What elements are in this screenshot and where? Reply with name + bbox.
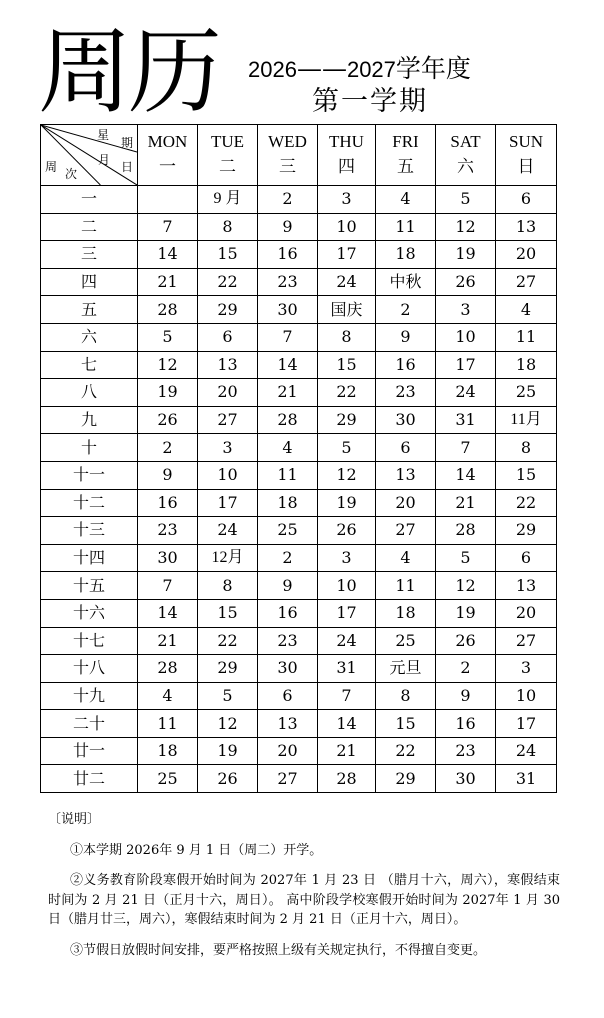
day-cell: 17 — [198, 489, 258, 517]
day-cell: 18 — [496, 351, 557, 379]
week-label: 十一 — [41, 461, 138, 489]
day-cell: 12 — [198, 710, 258, 738]
corner-label-yue: 月 — [98, 153, 111, 167]
table-row — [41, 406, 557, 434]
day-cell: 3 — [318, 186, 376, 214]
note-1: ①本学期 2026年 9 月 1 日（周二）开学。 — [70, 842, 323, 858]
day-cell: 23 — [138, 517, 198, 545]
day-cell: 24 — [318, 268, 376, 296]
corner-label-qi: 期 — [121, 136, 134, 150]
week-label: 五 — [41, 296, 138, 324]
day-cell: 10 — [198, 461, 258, 489]
day-cell: 9 — [376, 323, 436, 351]
day-cell: 5 — [138, 323, 198, 351]
day-header-tue — [198, 125, 258, 186]
day-en: THU — [329, 132, 364, 151]
day-cell: 8 — [318, 323, 376, 351]
day-cell: 9 — [258, 213, 318, 241]
week-label: 九 — [41, 406, 138, 434]
day-cell: 9 月 — [198, 186, 258, 214]
week-label: 四 — [41, 268, 138, 296]
table-row — [41, 572, 557, 600]
day-cell: 14 — [318, 710, 376, 738]
day-cell: 7 — [258, 323, 318, 351]
day-cell: 25 — [496, 379, 557, 407]
day-cell: 4 — [258, 434, 318, 462]
day-cell: 8 — [198, 213, 258, 241]
week-label: 十四 — [41, 544, 138, 572]
day-cell: 28 — [138, 296, 198, 324]
day-cell: 12 — [138, 351, 198, 379]
day-en: MON — [147, 132, 188, 151]
day-cell: 22 — [198, 627, 258, 655]
day-cell: 29 — [376, 765, 436, 793]
week-label: 十七 — [41, 627, 138, 655]
day-cell: 6 — [376, 434, 436, 462]
day-cell: 20 — [198, 379, 258, 407]
day-cell: 14 — [138, 599, 198, 627]
day-cell: 2 — [258, 544, 318, 572]
day-cell: 12 — [318, 461, 376, 489]
day-cell: 25 — [138, 765, 198, 793]
day-cell: 14 — [138, 241, 198, 269]
day-cell: 10 — [496, 682, 557, 710]
day-cell: 27 — [496, 268, 557, 296]
day-cn: 一 — [159, 157, 176, 177]
week-label: 廿二 — [41, 765, 138, 793]
year-end: 2027 — [346, 57, 396, 82]
day-cell: 17 — [318, 599, 376, 627]
day-cell: 2 — [376, 296, 436, 324]
day-cell: 13 — [198, 351, 258, 379]
day-cell: 14 — [258, 351, 318, 379]
day-cell: 16 — [258, 599, 318, 627]
day-cell: 19 — [436, 599, 496, 627]
week-label: 十二 — [41, 489, 138, 517]
day-cell: 15 — [318, 351, 376, 379]
day-cell: 3 — [198, 434, 258, 462]
day-cell: 11 — [376, 213, 436, 241]
day-cell: 3 — [318, 544, 376, 572]
day-cell: 5 — [198, 682, 258, 710]
table-row — [41, 682, 557, 710]
day-cell: 19 — [138, 379, 198, 407]
day-cell: 8 — [496, 434, 557, 462]
day-cell: 22 — [496, 489, 557, 517]
day-cell: 27 — [496, 627, 557, 655]
day-cell: 24 — [198, 517, 258, 545]
day-cell: 10 — [318, 572, 376, 600]
day-cell: 19 — [436, 241, 496, 269]
day-cell: 18 — [138, 737, 198, 765]
day-cell: 30 — [376, 406, 436, 434]
year-suffix: 学年度 — [395, 54, 471, 83]
day-cn: 二 — [219, 157, 236, 177]
week-label: 八 — [41, 379, 138, 407]
day-cell: 6 — [258, 682, 318, 710]
day-cell: 17 — [318, 241, 376, 269]
day-cell: 11 — [376, 572, 436, 600]
day-cell: 13 — [496, 213, 557, 241]
day-cell: 18 — [376, 599, 436, 627]
day-header-thu — [318, 125, 376, 186]
term-title: 第一学期 — [312, 86, 428, 117]
corner-header — [41, 125, 138, 186]
day-cell: 6 — [496, 186, 557, 214]
day-cell: 29 — [198, 296, 258, 324]
day-cell: 12 — [436, 213, 496, 241]
table-row — [41, 296, 557, 324]
corner-diagonal-lines — [41, 125, 137, 185]
day-cell: 9 — [436, 682, 496, 710]
day-cell: 27 — [198, 406, 258, 434]
day-cell: 3 — [436, 296, 496, 324]
day-cell: 7 — [138, 213, 198, 241]
day-cell: 29 — [318, 406, 376, 434]
note-3: ③节假日放假时间安排，要严格按照上级有关规定执行，不得擅自变更。 — [70, 942, 487, 958]
day-cell: 5 — [318, 434, 376, 462]
week-label: 二十 — [41, 710, 138, 738]
day-cell: 27 — [376, 517, 436, 545]
corner-label-ci: 次 — [65, 167, 78, 181]
week-label: 三 — [41, 241, 138, 269]
day-cell: 31 — [436, 406, 496, 434]
day-cell: 15 — [198, 599, 258, 627]
day-header-sat — [436, 125, 496, 186]
table-row — [41, 351, 557, 379]
day-cell: 16 — [138, 489, 198, 517]
table-row — [41, 544, 557, 572]
day-cell: 22 — [198, 268, 258, 296]
table-row — [41, 434, 557, 462]
table-row — [41, 627, 557, 655]
week-label: 十六 — [41, 599, 138, 627]
day-en: FRI — [392, 132, 419, 151]
table-row — [41, 461, 557, 489]
week-label: 十九 — [41, 682, 138, 710]
day-cell: 20 — [258, 737, 318, 765]
day-cell: 中秋 — [376, 268, 436, 296]
day-cell: 15 — [376, 710, 436, 738]
day-cell: 28 — [436, 517, 496, 545]
day-cell: 5 — [436, 544, 496, 572]
corner-label-ri: 日 — [121, 160, 134, 174]
day-cell: 28 — [318, 765, 376, 793]
week-calendar-table — [40, 124, 557, 793]
note-2: ②义务教育阶段寒假开始时间为 2027年 1 月 23 日 （腊月十六，周六），寒假结束时间为 2 月 21 日（正月十六，周日）。 高中阶段学校寒假开始时间为 2027年 1 月 30 日（腊月廿三，周六），寒假结束时间为 2 月 21 日（正月十六，周日）。 — [48, 873, 560, 927]
day-cell: 24 — [318, 627, 376, 655]
day-cell: 2 — [138, 434, 198, 462]
week-label: 十八 — [41, 655, 138, 683]
table-row — [41, 379, 557, 407]
day-cell: 6 — [496, 544, 557, 572]
week-label: 一 — [41, 186, 138, 214]
day-cell: 21 — [318, 737, 376, 765]
day-cell: 14 — [436, 461, 496, 489]
day-cell: 22 — [376, 737, 436, 765]
table-row — [41, 323, 557, 351]
day-cell: 5 — [436, 186, 496, 214]
day-header-wed — [258, 125, 318, 186]
day-en: SUN — [508, 132, 543, 151]
day-cell: 8 — [198, 572, 258, 600]
day-cell: 10 — [318, 213, 376, 241]
day-cell: 29 — [198, 655, 258, 683]
day-cell: 23 — [258, 627, 318, 655]
day-cell: 26 — [436, 268, 496, 296]
week-label: 十 — [41, 434, 138, 462]
day-cell: 4 — [138, 682, 198, 710]
day-cell: 4 — [496, 296, 557, 324]
day-cell: 16 — [436, 710, 496, 738]
day-cell: 25 — [258, 517, 318, 545]
table-row — [41, 737, 557, 765]
corner-label-xing: 星 — [97, 128, 110, 142]
day-header-mon — [138, 125, 198, 186]
table-row — [41, 489, 557, 517]
day-cell: 11 — [496, 323, 557, 351]
table-row — [41, 765, 557, 793]
day-cell: 30 — [258, 655, 318, 683]
day-cell: 20 — [496, 241, 557, 269]
day-cell: 30 — [436, 765, 496, 793]
table-row — [41, 241, 557, 269]
day-cell — [138, 186, 198, 214]
day-cell: 12月 — [198, 544, 258, 572]
day-cell: 9 — [258, 572, 318, 600]
day-cell: 13 — [496, 572, 557, 600]
day-cell: 23 — [258, 268, 318, 296]
day-cell: 22 — [318, 379, 376, 407]
table-row — [41, 655, 557, 683]
table-row — [41, 599, 557, 627]
day-cell: 30 — [138, 544, 198, 572]
day-cell: 13 — [258, 710, 318, 738]
day-cell: 25 — [376, 627, 436, 655]
day-cell: 7 — [436, 434, 496, 462]
day-cell: 10 — [436, 323, 496, 351]
day-cell: 12 — [436, 572, 496, 600]
day-cell: 26 — [138, 406, 198, 434]
day-cell: 24 — [496, 737, 557, 765]
day-cell: 3 — [496, 655, 557, 683]
day-cell: 国庆 — [318, 296, 376, 324]
academic-year — [248, 52, 471, 87]
day-cn: 三 — [279, 157, 296, 177]
page-title: 周历 — [38, 18, 219, 127]
day-cell: 21 — [258, 379, 318, 407]
day-cell: 28 — [258, 406, 318, 434]
week-label: 二 — [41, 213, 138, 241]
day-cell: 21 — [138, 268, 198, 296]
day-cell: 30 — [258, 296, 318, 324]
day-cell: 19 — [318, 489, 376, 517]
day-cn: 四 — [338, 157, 355, 177]
table-row — [41, 517, 557, 545]
header-row — [41, 125, 557, 186]
week-label: 十三 — [41, 517, 138, 545]
day-cell: 26 — [318, 517, 376, 545]
calendar-body — [41, 186, 557, 793]
day-cell: 11 — [258, 461, 318, 489]
table-row — [41, 186, 557, 214]
day-cell: 4 — [376, 544, 436, 572]
day-cell: 11月 — [496, 406, 557, 434]
day-cell: 29 — [496, 517, 557, 545]
day-cell: 11 — [138, 710, 198, 738]
year-dash: —— — [296, 54, 347, 83]
day-cell: 2 — [258, 186, 318, 214]
day-cell: 4 — [376, 186, 436, 214]
day-cell: 18 — [258, 489, 318, 517]
day-cn: 日 — [517, 157, 535, 177]
day-cell: 18 — [376, 241, 436, 269]
day-cell: 26 — [436, 627, 496, 655]
day-cell: 23 — [376, 379, 436, 407]
day-cell: 20 — [496, 599, 557, 627]
table-row — [41, 268, 557, 296]
day-cell: 24 — [436, 379, 496, 407]
day-cell: 21 — [436, 489, 496, 517]
week-label: 七 — [41, 351, 138, 379]
day-en: SAT — [450, 132, 481, 151]
day-header-fri — [376, 125, 436, 186]
week-label: 十五 — [41, 572, 138, 600]
day-cell: 31 — [496, 765, 557, 793]
day-cell: 28 — [138, 655, 198, 683]
day-cn: 五 — [397, 157, 414, 177]
day-cell: 16 — [258, 241, 318, 269]
day-header-sun — [496, 125, 557, 186]
day-cell: 6 — [198, 323, 258, 351]
day-en: TUE — [210, 132, 245, 151]
day-cell: 27 — [258, 765, 318, 793]
day-cell: 17 — [436, 351, 496, 379]
day-cell: 26 — [198, 765, 258, 793]
day-cell: 31 — [318, 655, 376, 683]
corner-label-zhou: 周 — [45, 160, 58, 174]
day-en: WED — [268, 132, 307, 151]
day-cell: 2 — [436, 655, 496, 683]
day-cell: 17 — [496, 710, 557, 738]
day-cell: 20 — [376, 489, 436, 517]
notes-section — [48, 810, 560, 960]
week-label: 廿一 — [41, 737, 138, 765]
day-cell: 8 — [376, 682, 436, 710]
table-row — [41, 710, 557, 738]
day-cn: 六 — [457, 157, 474, 177]
day-cell: 7 — [318, 682, 376, 710]
table-row — [41, 213, 557, 241]
day-cell: 21 — [138, 627, 198, 655]
day-cell: 7 — [138, 572, 198, 600]
day-cell: 元旦 — [376, 655, 436, 683]
notes-title: 〔说明〕 — [48, 812, 101, 827]
week-label: 六 — [41, 323, 138, 351]
day-cell: 15 — [496, 461, 557, 489]
day-cell: 23 — [436, 737, 496, 765]
day-cell: 9 — [138, 461, 198, 489]
year-start: 2026 — [248, 57, 297, 82]
day-cell: 13 — [376, 461, 436, 489]
day-cell: 19 — [198, 737, 258, 765]
day-cell: 16 — [376, 351, 436, 379]
day-cell: 15 — [198, 241, 258, 269]
